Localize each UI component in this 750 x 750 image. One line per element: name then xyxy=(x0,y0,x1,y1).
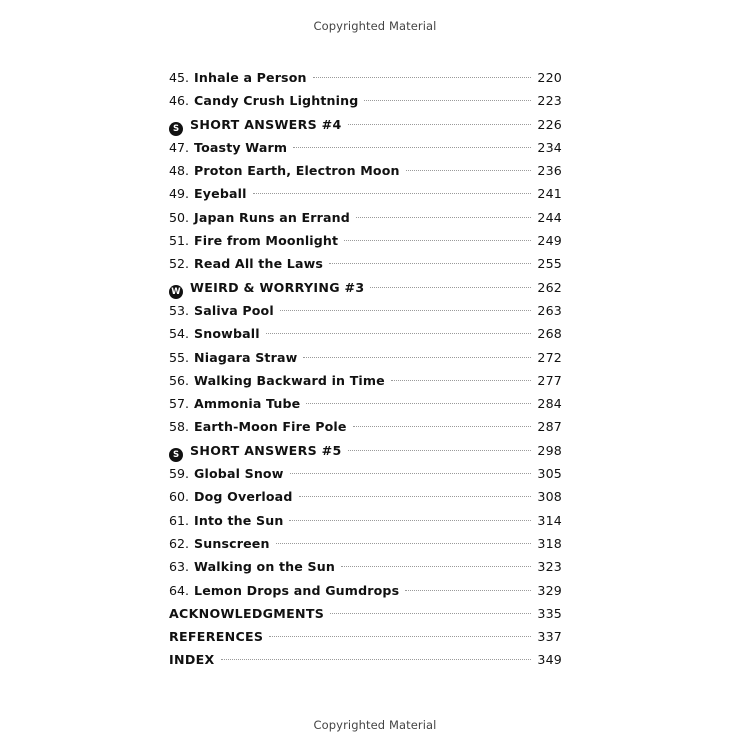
dot-leader xyxy=(353,426,532,427)
section-badge-icon: S xyxy=(169,122,183,136)
entry-title: Lemon Drops and Gumdrops xyxy=(194,582,400,598)
entry-title: Dog Overload xyxy=(194,489,293,505)
entry-title: Japan Runs an Errand xyxy=(194,209,350,225)
chapter-number: 62. xyxy=(169,535,190,551)
toc-entry xyxy=(169,136,562,159)
entry-title: Walking Backward in Time xyxy=(194,372,385,388)
entry-title: Global Snow xyxy=(194,466,284,482)
chapter-number: 59. xyxy=(169,466,190,482)
entry-title: SHORT ANSWERS #4 xyxy=(190,116,342,132)
page-number: 262 xyxy=(537,279,562,295)
entry-title: Sunscreen xyxy=(194,535,270,551)
page-number: 234 xyxy=(537,139,562,155)
dot-leader xyxy=(348,124,532,125)
entry-title: Fire from Moonlight xyxy=(194,233,339,249)
entry-title: Niagara Straw xyxy=(194,349,298,365)
dot-leader xyxy=(313,77,532,78)
toc-entry xyxy=(169,159,562,182)
dot-leader xyxy=(276,543,532,544)
chapter-number: 55. xyxy=(169,349,190,365)
dot-leader xyxy=(306,403,531,404)
entry-title: Saliva Pool xyxy=(194,302,274,318)
chapter-number: 52. xyxy=(169,256,190,272)
toc-entry xyxy=(169,252,562,275)
chapter-number: 50. xyxy=(169,209,190,225)
entry-title: Snowball xyxy=(194,326,260,342)
page-number: 284 xyxy=(537,396,562,412)
entry-title: Inhale a Person xyxy=(194,70,307,85)
chapter-number: 45. xyxy=(169,70,190,85)
section-badge-icon: W xyxy=(169,285,183,299)
page-number: 263 xyxy=(537,302,562,318)
chapter-number: 53. xyxy=(169,302,190,318)
dot-leader xyxy=(299,496,532,497)
page-number: 236 xyxy=(537,163,562,179)
page-number: 337 xyxy=(537,629,562,645)
page-number: 255 xyxy=(537,256,562,272)
toc-entry xyxy=(169,206,562,229)
entry-title: REFERENCES xyxy=(169,629,264,645)
page-number: 249 xyxy=(537,233,562,249)
toc-entry xyxy=(169,625,562,648)
dot-leader xyxy=(406,170,532,171)
chapter-number: 57. xyxy=(169,396,190,412)
dot-leader xyxy=(303,357,531,358)
dot-leader xyxy=(330,613,531,614)
page-number: 226 xyxy=(537,116,562,132)
chapter-number: 64. xyxy=(169,582,190,598)
chapter-number: 60. xyxy=(169,489,190,505)
toc-entry xyxy=(169,299,562,322)
toc-entry xyxy=(169,462,562,485)
page-number: 220 xyxy=(537,70,562,85)
page-number: 277 xyxy=(537,372,562,388)
page-number: 349 xyxy=(537,652,562,668)
dot-leader xyxy=(253,193,532,194)
page-number: 268 xyxy=(537,326,562,342)
dot-leader xyxy=(290,473,532,474)
chapter-number: 54. xyxy=(169,326,190,342)
chapter-number: 56. xyxy=(169,372,190,388)
entry-title: Candy Crush Lightning xyxy=(194,93,359,109)
chapter-number: 51. xyxy=(169,233,190,249)
chapter-number: 49. xyxy=(169,186,190,202)
page-number: 241 xyxy=(537,186,562,202)
toc-entry xyxy=(169,229,562,252)
dot-leader xyxy=(269,636,531,637)
table-of-contents xyxy=(169,66,562,672)
dot-leader xyxy=(391,380,531,381)
entry-title: Into the Sun xyxy=(194,512,284,528)
page-number: 298 xyxy=(537,442,562,458)
dot-leader xyxy=(364,100,531,101)
copyright-footer: Copyrighted Material xyxy=(313,718,437,732)
toc-entry xyxy=(169,555,562,578)
section-badge-icon: S xyxy=(169,448,183,462)
toc-entry xyxy=(169,276,562,299)
chapter-number: 63. xyxy=(169,559,190,575)
toc-entry xyxy=(169,66,562,89)
entry-title: WEIRD & WORRYING #3 xyxy=(190,279,365,295)
dot-leader xyxy=(405,590,531,591)
entry-title: ACKNOWLEDGMENTS xyxy=(169,605,325,621)
dot-leader xyxy=(293,147,531,148)
dot-leader xyxy=(329,263,531,264)
page-number: 329 xyxy=(537,582,562,598)
toc-entry xyxy=(169,439,562,462)
toc-entry xyxy=(169,415,562,438)
dot-leader xyxy=(348,450,532,451)
toc-entry xyxy=(169,392,562,415)
entry-title: Proton Earth, Electron Moon xyxy=(194,163,400,179)
dot-leader xyxy=(344,240,531,241)
entry-title: Read All the Laws xyxy=(194,256,324,272)
page-number: 318 xyxy=(537,535,562,551)
dot-leader xyxy=(221,659,532,660)
page-number: 244 xyxy=(537,209,562,225)
page-number: 323 xyxy=(537,559,562,575)
toc-entry xyxy=(169,602,562,625)
toc-entry xyxy=(169,89,562,112)
dot-leader xyxy=(370,287,531,288)
toc-entry xyxy=(169,485,562,508)
toc-entry xyxy=(169,369,562,392)
entry-title: SHORT ANSWERS #5 xyxy=(190,442,342,458)
copyright-header: Copyrighted Material xyxy=(313,19,437,33)
toc-entry xyxy=(169,113,562,136)
dot-leader xyxy=(289,520,531,521)
toc-entry xyxy=(169,182,562,205)
chapter-number: 46. xyxy=(169,93,190,109)
page-number: 223 xyxy=(537,93,562,109)
entry-title: Ammonia Tube xyxy=(194,396,301,412)
page-number: 287 xyxy=(537,419,562,435)
toc-entry xyxy=(169,648,562,671)
page-number: 335 xyxy=(537,605,562,621)
entry-title: Walking on the Sun xyxy=(194,559,335,575)
page-number: 314 xyxy=(537,512,562,528)
entry-title: Toasty Warm xyxy=(194,139,288,155)
dot-leader xyxy=(280,310,532,311)
toc-entry xyxy=(169,532,562,555)
entry-title: INDEX xyxy=(169,652,215,668)
page-number: 305 xyxy=(537,466,562,482)
dot-leader xyxy=(266,333,532,334)
page-number: 272 xyxy=(537,349,562,365)
dot-leader xyxy=(356,217,531,218)
entry-title: Earth-Moon Fire Pole xyxy=(194,419,347,435)
page-number: 308 xyxy=(537,489,562,505)
dot-leader xyxy=(341,566,531,567)
toc-entry xyxy=(169,322,562,345)
chapter-number: 61. xyxy=(169,512,190,528)
chapter-number: 58. xyxy=(169,419,190,435)
toc-entry xyxy=(169,509,562,532)
toc-entry xyxy=(169,579,562,602)
entry-title: Eyeball xyxy=(194,186,247,202)
chapter-number: 48. xyxy=(169,163,190,179)
toc-entry xyxy=(169,346,562,369)
chapter-number: 47. xyxy=(169,139,190,155)
